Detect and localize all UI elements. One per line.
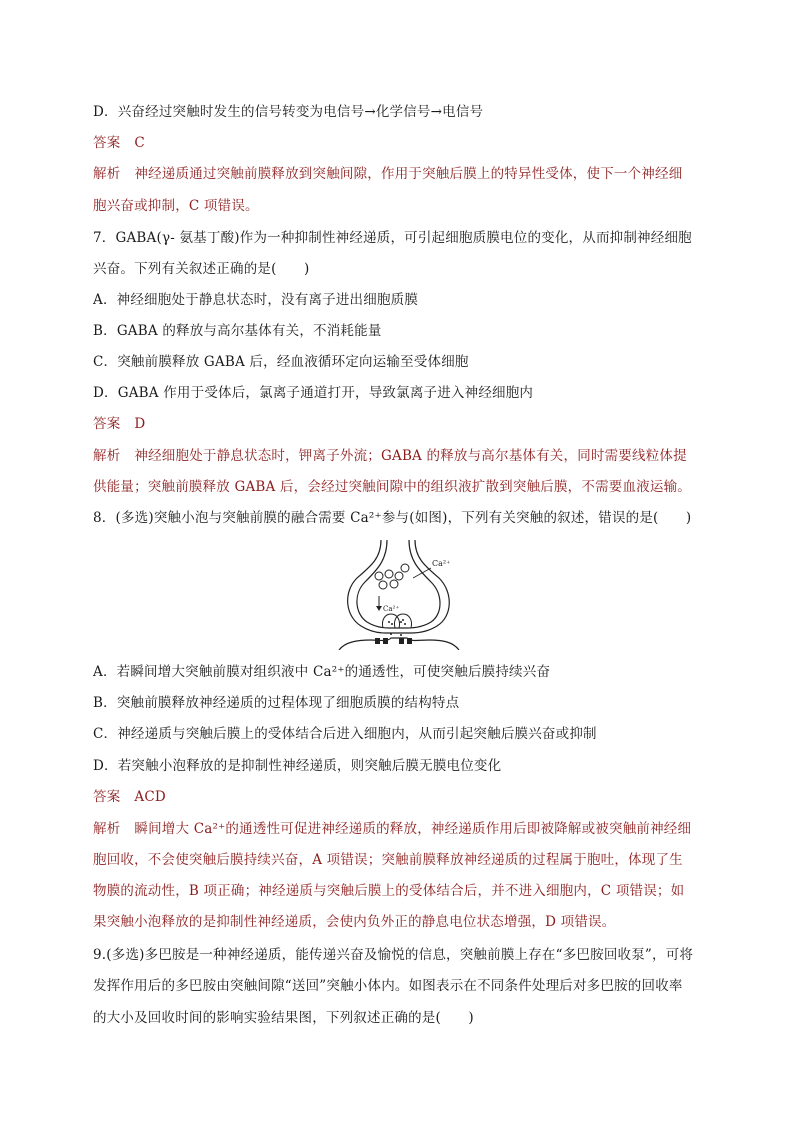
analysis-line-continued: 物膜的流动性，B 项正确；神经递质与突触后膜上的受体结合后，并不进入细胞内，C 项错误；如 [93, 883, 685, 899]
question-line: 9.(多选)多巴胺是一种神经递质，能传递兴奋及愉悦的信息，突触前膜上存在“多巴胺回收泵”，可将 [93, 947, 694, 963]
ca-label-outer: Ca²⁺ [432, 559, 451, 568]
analysis-text: 神经递质通过突触前膜释放到突触间隙，作用于突触后膜上的特异性受体，使下一个神经细 [134, 166, 683, 182]
question-line: B．GABA 的释放与高尔基体有关，不消耗能量 [93, 323, 382, 339]
answer-line [93, 414, 703, 434]
analysis-label: 解析 [93, 448, 121, 464]
answer-text: ACD [134, 789, 166, 805]
question-line: A．若瞬间增大突触前膜对组织液中 Ca²⁺的通透性，可使突触后膜持续兴奋 [93, 664, 551, 680]
question-line: 8．(多选)突触小泡与突触前膜的融合需要 Ca²⁺参与(如图)，下列有关突触的叙述，错误的是( ) [93, 510, 692, 526]
analysis-line-continued: 果突触小泡释放的是抑制性神经递质，会使内负外正的静息电位状态增强，D 项错误。 [93, 914, 616, 930]
analysis-line-continued: 供能量；突触前膜释放 GABA 后，会经过突触间隙中的组织液扩散到突触后膜，不需要血液运输。 [93, 479, 691, 495]
answer-text: D [134, 416, 146, 432]
question-line: B．突触前膜释放神经递质的过程体现了细胞质膜的结构特点 [93, 695, 460, 711]
answer-label: 答案 [93, 416, 121, 432]
synapse-diagram [331, 538, 465, 650]
question-line: C．神经递质与突触后膜上的受体结合后进入细胞内，从而引起突触后膜兴奋或抑制 [93, 726, 597, 742]
question-line: D．兴奋经过突触时发生的信号转变为电信号→化学信号→电信号 [93, 104, 484, 120]
question-line: A．神经细胞处于静息状态时，没有离子进出细胞质膜 [93, 292, 419, 308]
analysis-text: 神经细胞处于静息状态时，钾离子外流；GABA 的释放与高尔基体有关，同时需要线粒体提 [134, 448, 687, 464]
ca-label-inner: Ca²⁺ [383, 605, 400, 613]
analysis-line [93, 819, 703, 839]
question-line: C．突触前膜释放 GABA 后，经血液循环定向运输至受体细胞 [93, 354, 469, 370]
answer-text: C [134, 135, 145, 151]
analysis-text: 瞬间增大 Ca²⁺的通透性可促进神经递质的释放，神经递质作用后即被降解或被突触前神经细 [134, 821, 692, 837]
analysis-label: 解析 [93, 166, 121, 182]
question-line: 7．GABA(γ- 氨基丁酸)作为一种抑制性神经递质，可引起细胞质膜电位的变化，从而抑制神经细胞 [93, 230, 692, 246]
question-line: 的大小及回收时间的影响实验结果图，下列叙述正确的是( ) [93, 1010, 474, 1026]
question-line: D．若突触小泡释放的是抑制性神经递质，则突触后膜无膜电位变化 [93, 758, 502, 774]
analysis-line [93, 446, 703, 466]
analysis-line-continued: 胞回收，不会使突触后膜持续兴奋，A 项错误；突触前膜释放神经递质的过程属于胞吐，体现了生 [93, 852, 683, 868]
analysis-line-continued: 胞兴奋或抑制，C 项错误。 [93, 198, 259, 214]
analysis-label: 解析 [93, 821, 121, 837]
question-line: 发挥作用后的多巴胺由突触间隙“送回”突触小体内。如图表示在不同条件处理后对多巴胺的回收率 [93, 978, 683, 994]
question-line: 兴奋。下列有关叙述正确的是( ) [93, 261, 310, 277]
question-line: D．GABA 作用于受体后，氯离子通道打开，导致氯离子进入神经细胞内 [93, 385, 534, 401]
analysis-line [93, 164, 703, 184]
answer-line [93, 787, 703, 807]
answer-line [93, 133, 703, 153]
answer-label: 答案 [93, 135, 121, 151]
answer-label: 答案 [93, 789, 121, 805]
